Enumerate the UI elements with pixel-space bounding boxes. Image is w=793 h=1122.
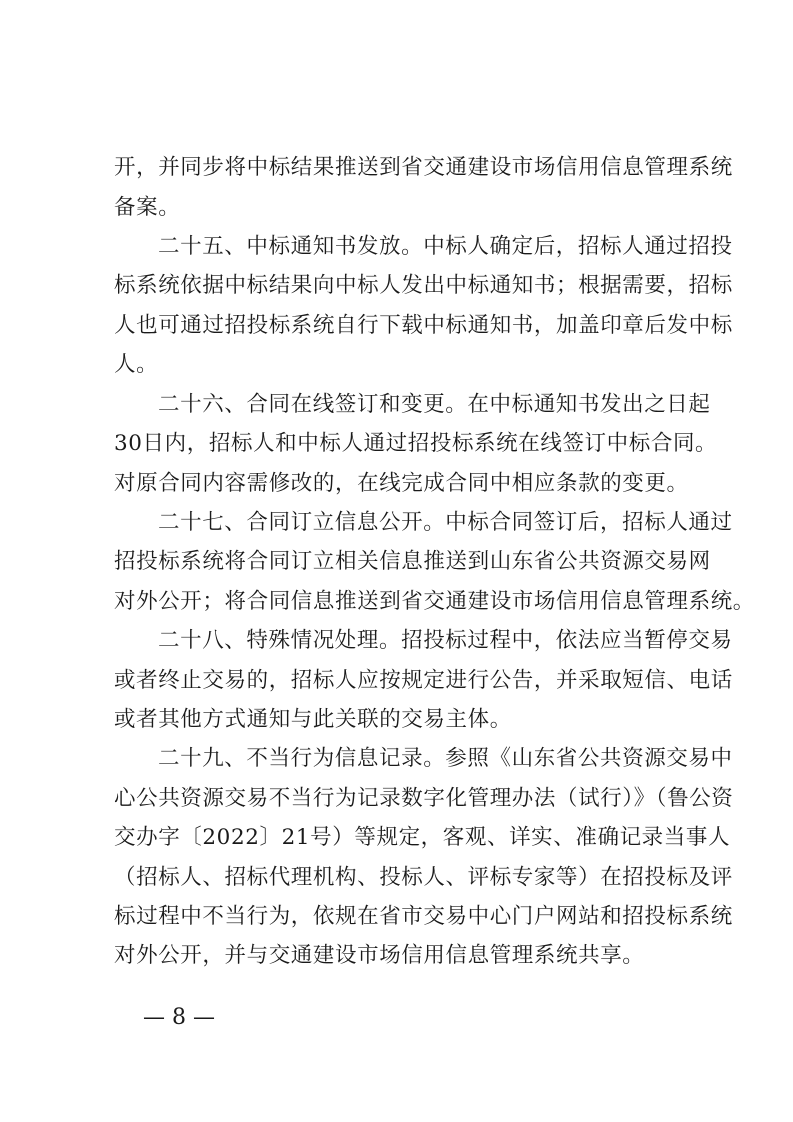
text-line: 心公共资源交易不当行为记录数字化管理办法（试行）》（鲁公资 [114,786,734,811]
text-line: 对外公开；将合同信息推送到省交通建设市场信用信息管理系统。 [114,589,755,614]
text-line: 对原合同内容需修改的，在线完成合同中相应条款的变更。 [114,471,689,496]
text-line: 或者其他方式通知与此关联的交易主体。 [114,707,512,732]
text-line: 标系统依据中标结果向中标人发出中标通知书；根据需要，招标 [114,273,733,298]
text-line: 人也可通过招投标系统自行下载中标通知书，加盖印章后发中标 [114,313,733,338]
section-25-heading-line: 二十五、中标通知书发放。中标人确定后，招标人通过招投 [158,234,733,259]
text-line: 标过程中不当行为，依规在省市交易中心门户网站和招投标系统 [114,904,733,929]
text-line: 备案。 [114,195,181,220]
text-line: 人。 [114,352,159,377]
text-line: 开，并同步将中标结果推送到省交通建设市场信用信息管理系统 [114,155,733,180]
text-line: 或者终止交易的，招标人应按规定进行公告，并采取短信、电话 [114,668,733,693]
section-27-heading-line: 二十七、合同订立信息公开。中标合同签订后，招标人通过 [158,510,733,535]
text-line: （招标人、招标代理机构、投标人、评标专家等）在招投标及评 [114,865,733,890]
text-line: 交办字〔2022〕21号）等规定，客观、详实、准确记录当事人 [114,825,731,850]
section-26-heading-line: 二十六、合同在线签订和变更。在中标通知书发出之日起 [158,392,711,417]
section-28-heading-line: 二十八、特殊情况处理。招投标过程中，依法应当暂停交易 [158,628,733,653]
text-line: 对外公开，并与交通建设市场信用信息管理系统共享。 [114,943,645,968]
text-line: 招投标系统将合同订立相关信息推送到山东省公共资源交易网 [114,549,711,574]
text-line: 30日内，招标人和中标人通过招投标系统在线签订中标合同。 [114,431,718,456]
section-29-heading-line: 二十九、不当行为信息记录。参照《山东省公共资源交易中 [158,746,733,771]
page-number: — 8 — [143,1005,215,1030]
